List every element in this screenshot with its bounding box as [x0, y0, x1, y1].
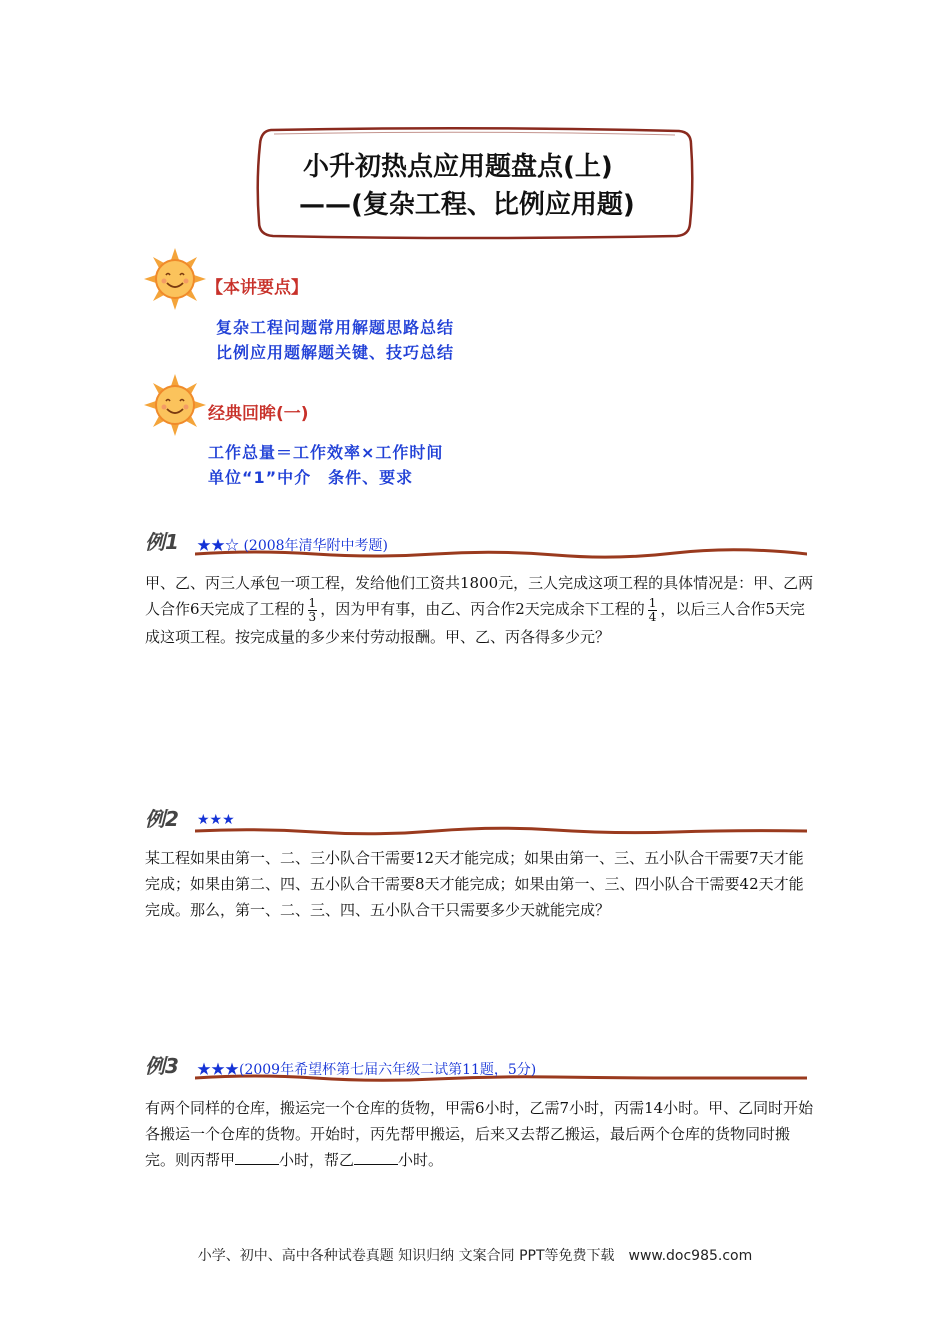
- text-segment: 有两个同样的仓库，搬运完一个仓库的货物，甲需6小时，乙需7小时，丙需14小时。甲、乙同时开始各搬运一个仓库的货物。开始时，丙先帮甲搬运，后来又去帮乙搬运，最后两个仓库的货物同时搬完。则丙帮甲: [145, 1099, 814, 1169]
- key-points-heading: 【本讲要点】: [206, 278, 308, 298]
- fraction-numerator: 1: [308, 595, 317, 610]
- fraction-denominator: 3: [308, 609, 317, 624]
- fraction-numerator: 1: [648, 595, 657, 610]
- wavy-divider: [195, 825, 807, 837]
- fraction-denominator: 4: [648, 609, 657, 624]
- text-segment: ，因为甲有事，由乙、丙合作2天完成余下工程的: [320, 600, 645, 618]
- page-title-line1: 小升初热点应用题盘点(上): [303, 152, 613, 182]
- example-source: (2008年清华附中考题): [243, 538, 389, 554]
- review-item: 工作总量＝工作效率×工作时间: [208, 443, 444, 462]
- example-badge: 例1: [145, 530, 179, 554]
- page-footer: 小学、初中、高中各种试卷真题 知识归纳 文案合同 PPT等免费下载 www.doc985.com: [197, 1248, 753, 1264]
- example-3-header: [145, 1050, 810, 1084]
- review-item: 单位“1”中介 条件、要求: [208, 468, 414, 487]
- sun-icon: [144, 374, 206, 436]
- text-segment: 小时，帮乙: [279, 1151, 355, 1169]
- example-badge: 例2: [145, 807, 179, 831]
- example-badge: 例3: [145, 1054, 179, 1078]
- key-point-item: 复杂工程问题常用解题思路总结: [216, 318, 455, 337]
- text-segment: 小时。: [398, 1151, 444, 1169]
- example-3-text: [145, 1095, 815, 1173]
- answer-blank[interactable]: [354, 1150, 398, 1165]
- example-tag: [197, 535, 388, 555]
- example-source: (2009年希望杯第七届六年级二试第11题，5分): [239, 1062, 537, 1078]
- example-2-header: [145, 803, 810, 837]
- answer-blank[interactable]: [235, 1150, 279, 1165]
- example-1-header: [145, 526, 810, 560]
- fraction: [308, 597, 318, 624]
- example-tag: [197, 1059, 536, 1079]
- review-heading: 经典回眸(一): [208, 404, 309, 424]
- difficulty-stars: ★★★: [197, 1062, 239, 1078]
- page-title-line2: ——(复杂工程、比例应用题): [299, 190, 635, 220]
- difficulty-stars: ★★☆: [197, 538, 239, 554]
- fraction: [648, 597, 658, 624]
- key-point-item: 比例应用题解题关键、技巧总结: [216, 343, 455, 362]
- title-box: [253, 124, 697, 242]
- text-segment: ，以后三人合作5天完成这项工程。按完成量的多少来付劳动报酬。甲、乙、丙各得多少元？: [145, 600, 805, 646]
- sun-icon: [144, 248, 206, 310]
- difficulty-stars: ★★★: [197, 812, 235, 828]
- example-1-text: [145, 570, 815, 650]
- example-tag: [197, 812, 235, 828]
- example-2-text: 某工程如果由第一、二、三小队合干需要12天才能完成；如果由第一、三、五小队合干需要7天才能完成；如果由第二、四、五小队合干需要8天才能完成；如果由第一、三、四小队合干需要42天才能完成。那么，第一、二、三、四、五小队合干只需要多少天就能完成？: [145, 849, 804, 919]
- text-segment: 甲、乙、丙三人承包一项工程，发给他们工资共1800元，三人完成这项工程的具体情况是：甲、乙两人合作6天完成了工程的: [145, 574, 814, 618]
